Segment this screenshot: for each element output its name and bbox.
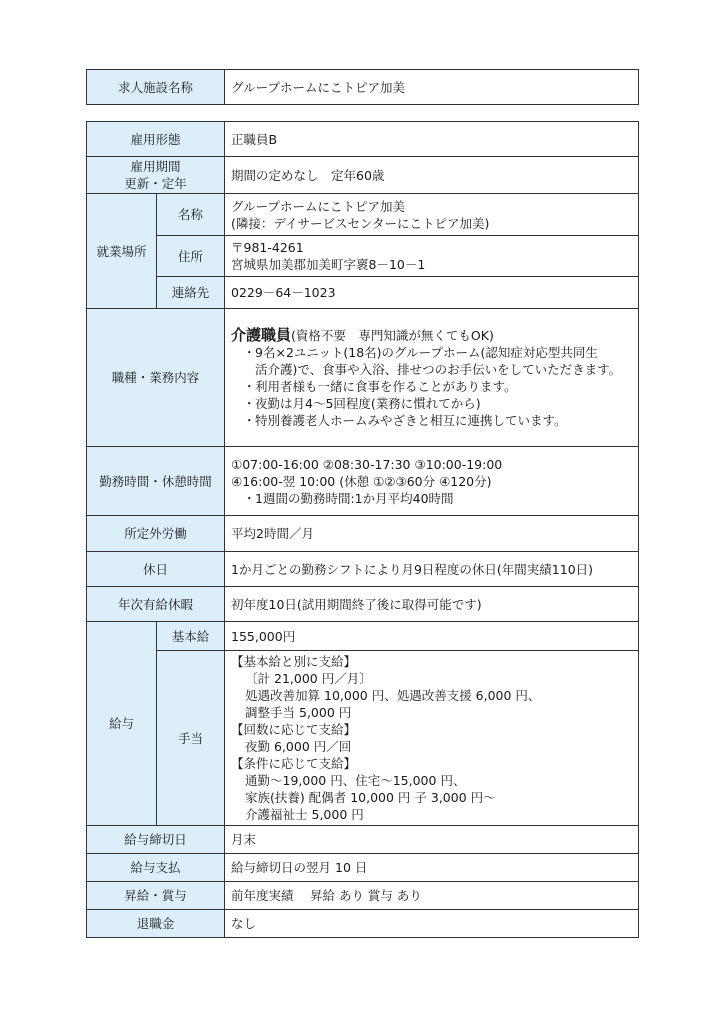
job-details-table: [86, 121, 639, 938]
employment-type-value: 正職員B: [225, 122, 639, 157]
salary-base-value: 155,000円: [225, 622, 639, 651]
workplace-address-1: 〒981-4261: [231, 240, 304, 255]
duties-bullet-3: ・ 夜勤は月4～5回程度(業務に慣れてから): [231, 395, 632, 412]
duties-bullet-2: ・ 利用者様も一緒に食事を作ることがあります。: [231, 378, 632, 395]
workplace-address-value: [225, 236, 639, 277]
hours-value: [225, 447, 639, 516]
employment-period-value: 期間の定めなし 定年60歳: [225, 157, 639, 194]
hours-line-2: ④16:00-翌 10:00 (休憩 ①②③60分 ④120分): [231, 473, 492, 489]
workplace-contact-label: 連絡先: [157, 277, 225, 309]
closing-value: 月末: [225, 826, 639, 854]
overtime-value: 平均2時間／月: [225, 516, 639, 552]
duties-title-line: [231, 327, 632, 344]
allowance-line-10: 介護福祉士 5,000 円: [245, 807, 364, 822]
holidays-value: 1か月ごとの勤務シフトにより月9日程度の休日(年間実績110日): [225, 552, 639, 587]
workplace-name-value: [225, 194, 639, 236]
salary-allowance-value: [225, 651, 639, 826]
retirement-label: 退職金: [87, 910, 225, 938]
raise-bonus-label: 昇給・賞与: [87, 882, 225, 910]
allowance-line-3: 処遇改善加算 10,000 円、処遇改善支援 6,000 円、: [245, 688, 541, 703]
workplace-name-label: 名称: [157, 194, 225, 236]
allowance-line-6: 夜勤 6,000 円／回: [245, 739, 352, 754]
salary-label: 給与: [87, 622, 157, 826]
duties-bullet-4: ・ 特別養護老人ホームみやざきと相互に連携しています。: [231, 412, 632, 429]
workplace-address-label: 住所: [157, 236, 225, 277]
closing-label: 給与締切日: [87, 826, 225, 854]
holidays-label: 休日: [87, 552, 225, 587]
duties-title-note: (資格不要 専門知識が無くてもOK): [291, 327, 494, 343]
raise-bonus-value: 前年度実績 昇給 あり 賞与 あり: [225, 882, 639, 910]
workplace-address-2: 宮城県加美郡加美町字褱8－10－1: [231, 257, 426, 272]
employment-period-label-2: 更新・定年: [124, 176, 187, 191]
allowance-line-8: 通勤～19,000 円、住宅～15,000 円、: [245, 773, 466, 788]
facility-table: [86, 69, 639, 105]
salary-base-label: 基本給: [157, 622, 225, 651]
hours-line-1: ①07:00-16:00 ②08:30-17:30 ③10:00-19:00: [231, 456, 503, 472]
allowance-line-7: 【条件に応じて支給】: [231, 756, 357, 771]
payday-value: 給与締切日の翌月 10 日: [225, 854, 639, 882]
duties-value: [225, 309, 639, 447]
workplace-contact-value: 0229－64－1023: [225, 277, 639, 309]
employment-type-label: 雇用形態: [87, 122, 225, 157]
allowance-line-2: 〔計 21,000 円／月〕: [245, 671, 372, 686]
workplace-name-2: (隣接：デイサービスセンターにこトピア加美): [231, 215, 490, 231]
duties-bullet-1: ・ 9名×2ユニット(18名)のグループホーム(認知症対応型共同生 活介護)で、食事や入浴、排せつのお手伝いをしていただきます。: [231, 344, 632, 378]
overtime-label: 所定外労働: [87, 516, 225, 552]
hours-label: 勤務時間・休憩時間: [87, 447, 225, 516]
facility-value: グループホームにこトピア加美: [225, 70, 639, 105]
allowance-line-9: 家族(扶養) 配偶者 10,000 円 子 3,000 円～: [245, 790, 496, 805]
allowance-line-1: 【基本給と別に支給】: [231, 654, 357, 669]
workplace-label: 就業場所: [87, 194, 157, 309]
facility-label: 求人施設名称: [87, 70, 225, 105]
employment-period-label-1: 雇用期間: [130, 159, 181, 174]
salary-allowance-label: 手当: [157, 651, 225, 826]
workplace-name-1: グループホームにこトピア加美: [231, 198, 406, 214]
employment-period-label: [87, 157, 225, 194]
paid-leave-label: 年次有給休暇: [87, 587, 225, 622]
paid-leave-value: 初年度10日(試用期間終了後に取得可能です): [225, 587, 639, 622]
duties-title: 介護職員: [231, 325, 292, 344]
payday-label: 給与支払: [87, 854, 225, 882]
hours-line-3: ・ 1週間の勤務時間:1か月平均40時間: [231, 490, 632, 507]
retirement-value: なし: [225, 910, 639, 938]
duties-label: 職種・業務内容: [87, 309, 225, 447]
allowance-line-4: 調整手当 5,000 円: [245, 705, 352, 720]
allowance-line-5: 【回数に応じて支給】: [231, 722, 357, 737]
